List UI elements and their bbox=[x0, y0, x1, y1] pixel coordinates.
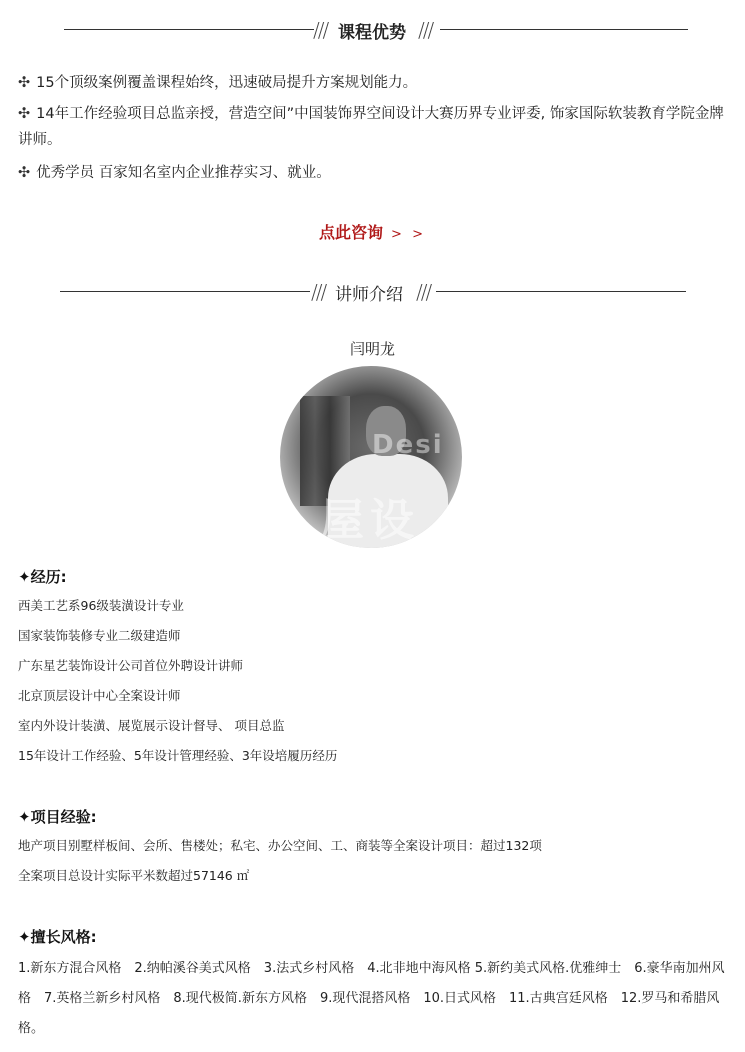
styles-text: 1.新东方混合风格 2.纳帕溪谷美式风格 3.法式乡村风格 4.北非地中海风格 5.新约美式风格.优雅绅士 6.豪华南加州风格 7.英格兰新乡村风格 8.现代极简.新东方风格 9.现代混搭风格 10.日式风格 11.古典宫廷风格 12.罗马和希腊风格。 bbox=[18, 961, 725, 1036]
header-slashes-left: /// bbox=[313, 18, 328, 42]
header-divider-left bbox=[60, 291, 310, 292]
teacher-section-header bbox=[0, 276, 745, 306]
photo-watermark-top: Desi bbox=[372, 430, 444, 460]
bullet-mark-icon: ✣ bbox=[18, 165, 31, 181]
teacher-photo bbox=[280, 366, 462, 548]
header-divider-right bbox=[436, 291, 686, 292]
list-item: 室内外设计装潢、展览展示设计督导、 项目总监 bbox=[18, 718, 285, 733]
header-divider-left bbox=[64, 29, 314, 30]
teacher-section-title: 讲师介绍 bbox=[335, 285, 403, 305]
projects-list bbox=[18, 831, 733, 891]
header-slashes-right: /// bbox=[416, 280, 431, 304]
bullet-mark-icon: ✣ bbox=[18, 106, 31, 122]
header-slashes-left: /// bbox=[311, 280, 326, 304]
list-item: 地产项目别墅样板间、会所、售楼处；私宅、办公空间、工、商装等全案设计项目：超过132项 bbox=[18, 838, 542, 853]
advantages-section-header bbox=[0, 14, 745, 44]
header-divider-right bbox=[440, 29, 688, 30]
advantage-item bbox=[18, 70, 728, 96]
photo-watermark: 屋设 bbox=[320, 495, 420, 546]
experience-list bbox=[18, 591, 733, 771]
header-slashes-right: /// bbox=[418, 18, 433, 42]
advantage-text: 14年工作经验项目总监亲授，营造空间”中国装饰界空间设计大赛历界专业评委, 饰家国际软装教育学院金牌讲师。 bbox=[18, 106, 724, 148]
consult-label: 点此咨询 bbox=[319, 223, 384, 242]
consult-link[interactable] bbox=[0, 220, 745, 243]
advantages-title: 课程优势 bbox=[338, 23, 406, 43]
bullet-mark-icon: ✣ bbox=[18, 75, 31, 91]
list-item: 西美工艺系96级装潢设计专业 bbox=[18, 598, 184, 613]
teacher-name: 闫明龙 bbox=[349, 340, 395, 358]
list-item: 国家装饰装修专业二级建造师 bbox=[18, 628, 181, 643]
projects-title: ✦项目经验: bbox=[18, 808, 97, 826]
list-item: 广东星艺装饰设计公司首位外聘设计讲师 bbox=[18, 658, 244, 673]
list-item: 全案项目总设计实际平米数超过57146 ㎡ bbox=[18, 868, 250, 883]
advantage-item bbox=[18, 101, 728, 153]
advantage-text: 15个顶级案例覆盖课程始终，迅速破局提升方案规划能力。 bbox=[36, 75, 418, 91]
styles-title: ✦擅长风格: bbox=[18, 928, 97, 946]
list-item: 15年设计工作经验、5年设计管理经验、3年设培履历经历 bbox=[18, 748, 338, 763]
list-item: 北京顶层设计中心全案设计师 bbox=[18, 688, 181, 703]
advantage-item bbox=[18, 160, 728, 186]
experience-title: ✦经历: bbox=[18, 568, 67, 586]
consult-arrows: > > bbox=[391, 227, 426, 242]
advantage-text: 优秀学员 百家知名室内企业推荐实习、就业。 bbox=[36, 165, 331, 181]
